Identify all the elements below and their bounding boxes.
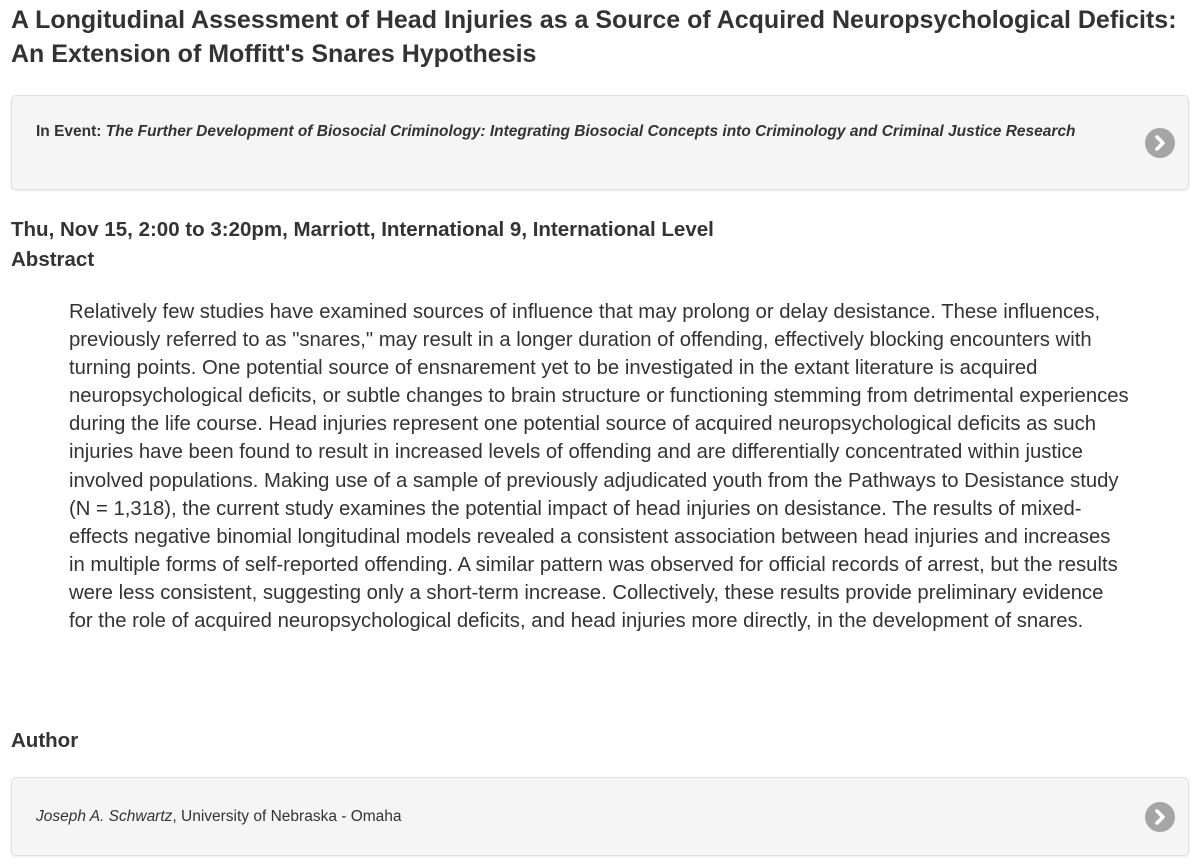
author-name-link[interactable]: Joseph A. Schwartz [36, 808, 173, 825]
author-panel[interactable] [11, 777, 1189, 856]
session-time-location: Thu, Nov 15, 2:00 to 3:20pm, Marriott, International 9, International Level [11, 218, 714, 241]
abstract-heading: Abstract [11, 248, 95, 271]
author-chevron-glyph [1145, 802, 1175, 832]
author-heading: Author [11, 729, 79, 752]
author-entry [36, 806, 402, 828]
event-name-link[interactable]: The Further Development of Biosocial Criminology: Integrating Biosocial Concepts into Criminology and Criminal Justice Research [105, 123, 1076, 140]
event-chevron-glyph [1145, 128, 1175, 158]
event-label: In Event: [36, 123, 102, 140]
author-affiliation: , University of Nebraska - Omaha [172, 808, 402, 825]
paper-title: A Longitudinal Assessment of Head Injuries as a Source of Acquired Neuropsychological Deficits: An Extension of Moffitt's Snares Hypothesis [11, 6, 1177, 68]
chevron-right-circle-icon[interactable] [1145, 128, 1175, 158]
abstract-text: Relatively few studies have examined sources of influence that may prolong or delay desistance. These influences, previously referred to as "snares," may result in a longer duration of offending, effectively blocking encounters with turning points. One potential source of ensnarement yet to be investigated in the extant literature is acquired neuropsychological deficits, or subtle changes to brain structure or functioning stemming from detrimental experiences during the life course. Head injuries represent one potential source of acquired neuropsychological deficits as such injuries have been found to result in increased levels of offending and are differentially concentrated within justice involved populations. Making use of a sample of previously adjudicated youth from the Pathways to Desistance study (N = 1,318), the current study examines the potential impact of head injuries on desistance. The results of mixed-effects negative binomial longitudinal models revealed a consistent association between head injuries and increases in multiple forms of self-reported offending. A similar pattern was observed for official records of arrest, but the results were less consistent, suggesting only a short-term increase. Collectively, these results provide preliminary evidence for the role of acquired neuropsychological deficits, and head injuries more directly, in the development of snares. [69, 301, 1129, 633]
chevron-right-circle-icon[interactable] [1145, 802, 1175, 832]
event-panel[interactable] [11, 95, 1189, 190]
event-text [36, 121, 1116, 143]
